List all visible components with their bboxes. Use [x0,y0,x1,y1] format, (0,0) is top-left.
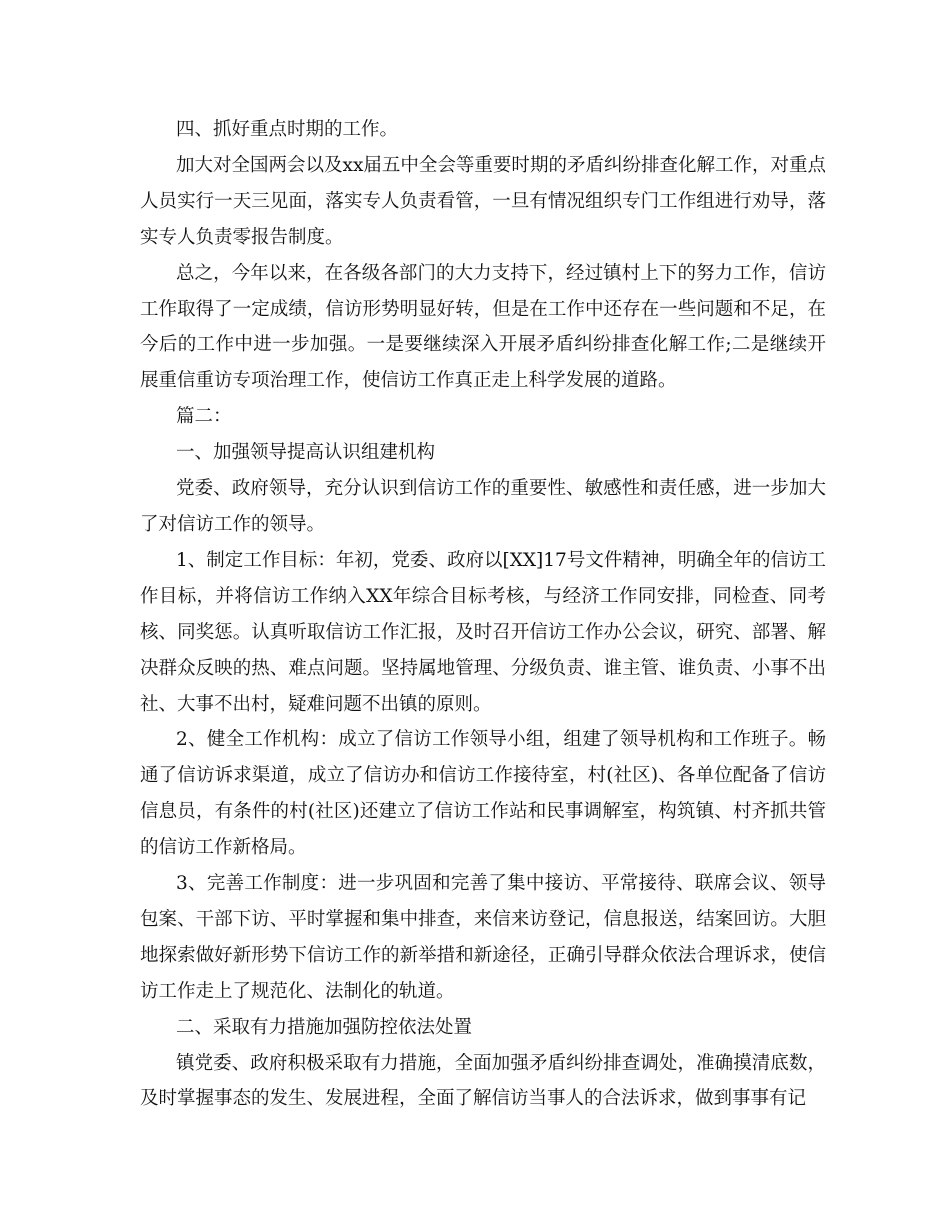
document-body [140,112,826,1117]
section-heading: 一、加强领导提高认识组建机构 [176,442,436,464]
section-heading: 篇二： [176,406,232,428]
paragraph: 总之，今年以来，在各级各部门的大力支持下，经过镇村上下的努力工作，信访工作取得了一定成绩，信访形势明显好转，但是在工作中还存在一些问题和不足，在今后的工作中进一步加强。一是要继续深入开展矛盾纠纷排查化解工作;二是继续开展重信重访专项治理工作，使信访工作真正走上科学发展的道路。 [140,262,826,392]
paragraph: 3、完善工作制度：进一步巩固和完善了集中接访、平常接待、联席会议、领导包案、干部下访、平时掌握和集中排查，来信来访登记，信息报送，结案回访。大胆地探索做好新形势下信访工作的新举措和新途径，正确引导群众依法合理诉求，使信访工作走上了规范化、法制化的轨道。 [140,873,826,1002]
paragraph: 加大对全国两会以及xx届五中全会等重要时期的矛盾纠纷排查化解工作，对重点人员实行一天三见面，落实专人负责看管，一旦有情况组织专门工作组进行劝导，落实专人负责零报告制度。 [140,154,826,248]
paragraph: 党委、政府领导，充分认识到信访工作的重要性、敏感性和责任感，进一步加大了对信访工作的领导。 [140,478,826,535]
paragraph: 镇党委、政府积极采取有力措施，全面加强矛盾纠纷排查调处，准确摸清底数，及时掌握事态的发生、发展进程，全面了解信访当事人的合法诉求，做到事事有记 [140,1052,826,1110]
section-heading: 二、采取有力措施加强防控依法处置 [176,1016,473,1038]
paragraph: 1、制定工作目标：年初，党委、政府以[XX]17号文件精神，明确全年的信访工作目标，并将信访工作纳入XX年综合目标考核，与经济工作同安排，同检查、同考核、同奖惩。认真听取信访工作汇报，及时召开信访工作办公会议，研究、部署、解决群众反映的热、难点问题。坚持属地管理、分级负责、谁主管、谁负责、小事不出社、大事不出村，疑难问题不出镇的原则。 [140,549,826,715]
section-heading: 四、抓好重点时期的工作。 [176,119,399,140]
paragraph: 2、健全工作机构：成立了信访工作领导小组，组建了领导机构和工作班子。畅通了信访诉求渠道，成立了信访办和信访工作接待室，村(社区)、各单位配备了信访信息员，有条件的村(社区)还建立了信访工作站和民事调解室，构筑镇、村齐抓共管的信访工作新格局。 [140,729,826,859]
